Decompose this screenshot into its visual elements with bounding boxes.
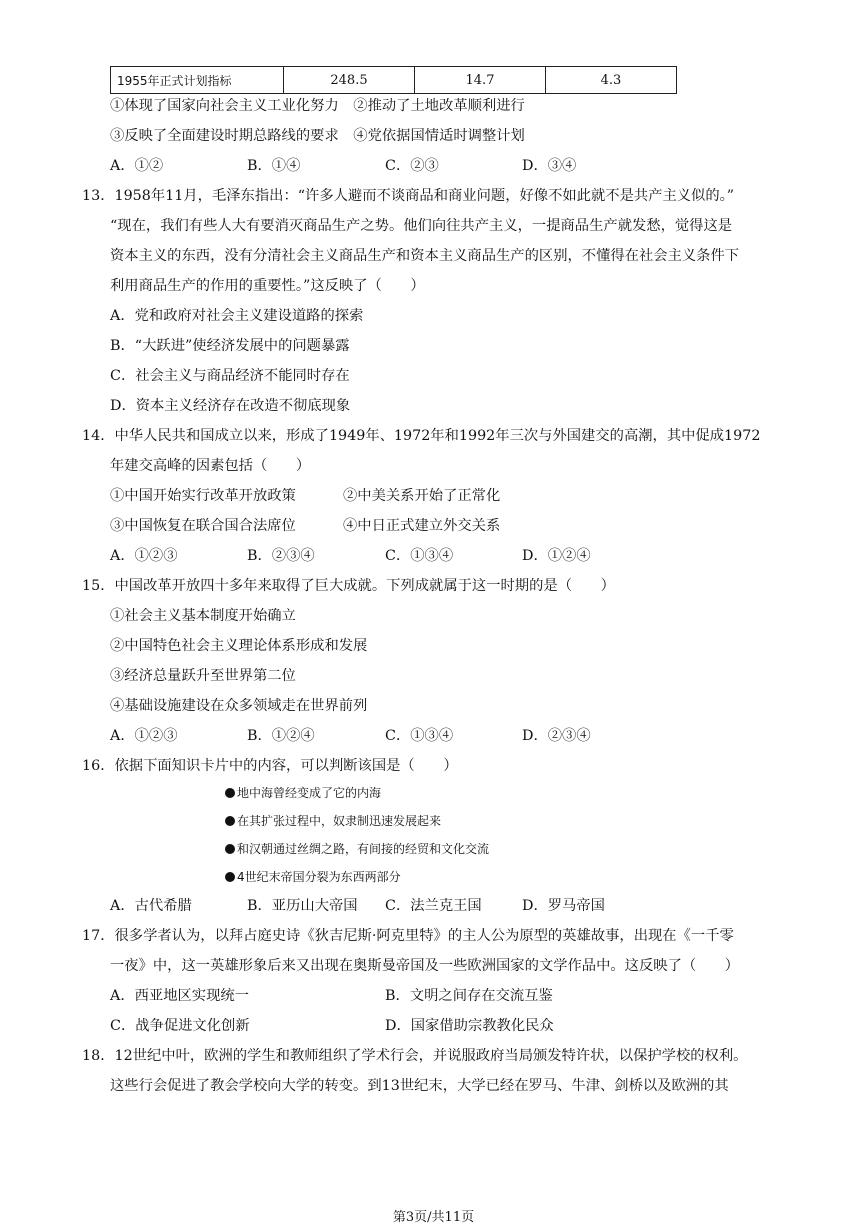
q16-option-c[interactable]: C．法兰克王国 [385, 898, 482, 914]
q13-stem-line: 13．1958年11月，毛泽东指出：“许多人避而不谈商品和商业问题，好像不如此就不是共产主义似的。” [82, 188, 735, 204]
q13-option-a[interactable]: A．党和政府对社会主义建设道路的探索 [110, 308, 364, 324]
q14-option-b[interactable]: B．②③④ [247, 548, 315, 564]
q16-option-a[interactable]: A．古代希腊 [110, 898, 192, 914]
q14-stem-line: 年建交高峰的因素包括（ ） [110, 458, 311, 474]
q17-stem-line: 17．很多学者认为，以拜占庭史诗《狄吉尼斯·阿克里特》的主人公为原型的英雄故事，出现在《一千零 [82, 928, 734, 944]
card-text: 和汉朝通过丝绸之路，有间接的经贸和文化交流 [237, 842, 490, 856]
card-text: 在其扩张过程中，奴隶制迅速发展起来 [237, 814, 442, 828]
q18-stem-line: 18．12世纪中叶，欧洲的学生和教师组织了学术行会，并说服政府当局颁发特许状，以保护学校的权利。 [82, 1048, 748, 1064]
q17-stem-line: 一夜》中，这一英雄形象后来又出现在奥斯曼帝国及一些欧洲国家的文学作品中。这反映了（ ） [110, 958, 740, 974]
q14-statements-row1 [110, 486, 501, 506]
q15-stem: 15．中国改革开放四十多年来取得了巨大成就。下列成就属于这一时期的是（ ） [82, 578, 615, 594]
table-cell-value: 14.7 [415, 67, 546, 94]
q15-item: ③经济总量跃升至世界第二位 [110, 668, 296, 684]
q18-stem-line: 这些行会促进了教会学校向大学的转变。到13世纪末，大学已经在罗马、牛津、剑桥以及欧洲的其 [110, 1078, 729, 1094]
q16-stem: 16．依据下面知识卡片中的内容，可以判断该国是（ ） [82, 758, 458, 774]
q14-statement-4: ④中日正式建立外交关系 [343, 518, 501, 534]
q14-statement-1: ①中国开始实行改革开放政策 [110, 488, 296, 504]
bullet-icon [225, 816, 235, 826]
table-cell-value: 4.3 [546, 67, 677, 94]
q12-statement-1: ①体现了国家向社会主义工业化努力 [110, 98, 339, 114]
bullet-icon [225, 844, 235, 854]
bullet-icon [225, 872, 235, 882]
knowledge-card-item [225, 868, 401, 886]
page-footer: 第3页/共11页 [392, 1210, 475, 1225]
q14-option-d[interactable]: D．①②④ [522, 548, 591, 564]
knowledge-card-item [225, 784, 381, 802]
card-text: 地中海曾经变成了它的内海 [237, 786, 382, 800]
q14-option-a[interactable]: A．①②③ [110, 548, 178, 564]
table-cell-value: 248.5 [284, 67, 415, 94]
q17-option-c[interactable]: C．战争促进文化创新 [110, 1018, 250, 1034]
q13-stem-line: “现在，我们有些人大有要消灭商品生产之势。他们向往共产主义，一提商品生产就发愁，觉得这是 [110, 218, 733, 234]
q12-option-a[interactable]: A．①② [110, 158, 164, 174]
q13-stem-line: 利用商品生产的作用的重要性。”这反映了（ ） [110, 278, 425, 294]
q12-option-c[interactable]: C．②③ [385, 158, 439, 174]
q14-statement-3: ③中国恢复在联合国合法席位 [110, 518, 296, 534]
q12-statements-row2 [110, 126, 525, 146]
q12-statements-row1 [110, 96, 525, 116]
q14-stem-line: 14．中华人民共和国成立以来，形成了1949年、1972年和1992年三次与外国建交的高潮，其中促成1972 [82, 428, 761, 444]
q13-option-c[interactable]: C．社会主义与商品经济不能同时存在 [110, 368, 350, 384]
q13-option-d[interactable]: D．资本主义经济存在改造不彻底现象 [110, 398, 351, 414]
q16-option-d[interactable]: D．罗马帝国 [522, 898, 605, 914]
knowledge-card-item [225, 840, 489, 858]
table-cell-label: 1955年正式计划指标 [111, 67, 284, 94]
q17-option-a[interactable]: A．西亚地区实现统一 [110, 988, 249, 1004]
q13-stem-line: 资本主义的东西，没有分清社会主义商品生产和资本主义商品生产的区别，不懂得在社会主义条件下 [110, 248, 740, 264]
q12-option-d[interactable]: D．③④ [522, 158, 577, 174]
knowledge-card-item [225, 812, 441, 830]
q16-option-b[interactable]: B．亚历山大帝国 [247, 898, 358, 914]
q12-statement-2: ②推动了土地改革顺利进行 [353, 98, 525, 114]
bullet-icon [225, 788, 235, 798]
q12-option-b[interactable]: B．①④ [247, 158, 301, 174]
q14-statement-2: ②中美关系开始了正常化 [343, 488, 501, 504]
q15-option-b[interactable]: B．①②④ [247, 728, 315, 744]
q12-statement-4: ④党依据国情适时调整计划 [353, 128, 525, 144]
q15-option-d[interactable]: D．②③④ [522, 728, 591, 744]
q17-option-d[interactable]: D．国家借助宗教教化民众 [385, 1018, 554, 1034]
q13-option-b[interactable]: B．“大跃进”使经济发展中的问题暴露 [110, 338, 350, 354]
card-text: 4世纪末帝国分裂为东西两部分 [237, 870, 401, 884]
q17-option-b[interactable]: B．文明之间存在交流互鉴 [385, 988, 553, 1004]
plan-table [110, 66, 677, 94]
q15-item: ②中国特色社会主义理论体系形成和发展 [110, 638, 368, 654]
q14-statements-row2 [110, 516, 501, 536]
q15-item: ①社会主义基本制度开始确立 [110, 608, 296, 624]
q12-statement-3: ③反映了全面建设时期总路线的要求 [110, 128, 339, 144]
table-row [111, 67, 677, 94]
q15-item: ④基础设施建设在众多领域走在世界前列 [110, 698, 368, 714]
q15-option-a[interactable]: A．①②③ [110, 728, 178, 744]
q15-option-c[interactable]: C．①③④ [385, 728, 454, 744]
q14-option-c[interactable]: C．①③④ [385, 548, 454, 564]
